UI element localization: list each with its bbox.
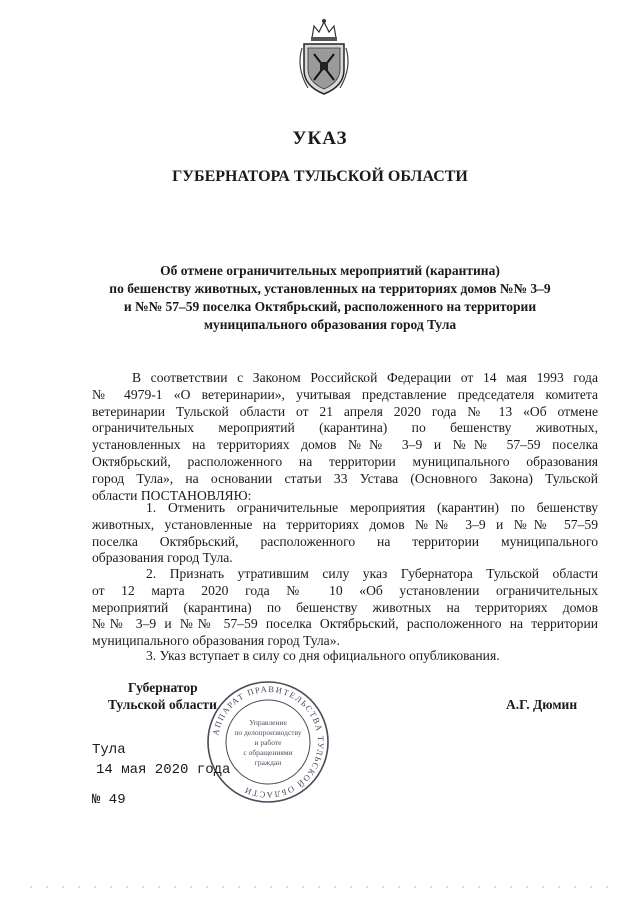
text-line: от 12 марта 2020 года № 10 «Об установлении ограничительных bbox=[92, 582, 598, 598]
scan-artifact-dots bbox=[30, 884, 610, 890]
text-line: муниципального образования город Тула». bbox=[92, 633, 340, 649]
text-line: поселка Октябрьский, расположенного на территории муниципального bbox=[92, 533, 598, 549]
signer-region: Тульской области bbox=[108, 697, 217, 712]
subject-line: Об отмене ограничительных мероприятий (карантина) bbox=[160, 263, 500, 278]
issuing-authority: ГУБЕРНАТОРА ТУЛЬСКОЙ ОБЛАСТИ bbox=[172, 168, 468, 185]
text-line: город Тула», на основании статьи 33 Устава (Основного Закона) Тульской bbox=[92, 470, 598, 486]
text-line: №№ 3–9 и №№ 57–59 поселка Октябрьский, расположенного на территории bbox=[92, 616, 598, 632]
subject-line: и №№ 57–59 поселка Октябрьский, расположенного на территории bbox=[123, 299, 537, 314]
text-line: ограничительных мероприятий (карантина) по бешенству животных, bbox=[92, 420, 598, 436]
text-line: мероприятий (карантина) по бешенству животных на территориях домов bbox=[92, 599, 598, 615]
stamp-center-line: граждан bbox=[254, 758, 282, 767]
stamp-center-line: с обращениями bbox=[243, 748, 293, 757]
text-line: 2. Признать утратившим силу указ Губернатора Тульской области bbox=[146, 566, 598, 581]
text-line: 1. Отменить ограничительные мероприятия (карантин) по бешенству bbox=[146, 500, 598, 515]
text-line: В соответствии с Законом Российской Федерации от 14 мая 1993 года bbox=[132, 370, 598, 385]
decree-item-3 bbox=[92, 648, 598, 665]
document-type: УКАЗ bbox=[292, 128, 348, 149]
decree-number: № 49 bbox=[92, 792, 126, 808]
text-line: № 4979-1 «О ветеринарии», учитывая представление председателя комитета bbox=[92, 386, 598, 402]
stamp-center-line: Управление bbox=[249, 718, 287, 727]
signer-position: Губернатор bbox=[128, 680, 198, 695]
subject-line: по бешенству животных, установленных на территориях домов №№ 3–9 bbox=[109, 281, 551, 296]
official-stamp bbox=[206, 680, 330, 804]
text-line: Октябрьский, расположенного на территории муниципального образования bbox=[92, 453, 598, 469]
text-line: 3. Указ вступает в силу со дня официального опубликования. bbox=[146, 648, 500, 663]
issue-date: 14 мая 2020 года bbox=[96, 762, 231, 778]
decree-item-2 bbox=[92, 566, 598, 650]
coat-of-arms-icon bbox=[294, 18, 354, 96]
text-line: животных, установленные на территориях домов №№ 3–9 и №№ 57–59 bbox=[92, 516, 598, 532]
text-line: ветеринарии Тульской области от 21 апреля 2020 года № 13 «Об отмене bbox=[92, 403, 598, 419]
text-line: образования город Тула. bbox=[92, 550, 233, 566]
stamp-ring-text: АППАРАТ ПРАВИТЕЛЬСТВА ТУЛЬСКОЙ ОБЛАСТИ bbox=[210, 683, 327, 801]
stamp-center-line: по делопроизводству bbox=[234, 728, 302, 737]
stamp-center-line: и работе bbox=[254, 738, 282, 747]
subject-line: муниципального образования город Тула bbox=[203, 317, 457, 332]
text-line: области ПОСТАНОВЛЯЮ: bbox=[92, 487, 252, 503]
text-line: установленных на территориях домов №№ 3–9 и №№ 57–59 поселка bbox=[92, 437, 598, 453]
preamble-paragraph bbox=[92, 370, 598, 504]
decree-item-1 bbox=[92, 500, 598, 567]
signer-name: А.Г. Дюмин bbox=[506, 697, 578, 712]
issue-city: Тула bbox=[92, 742, 126, 758]
